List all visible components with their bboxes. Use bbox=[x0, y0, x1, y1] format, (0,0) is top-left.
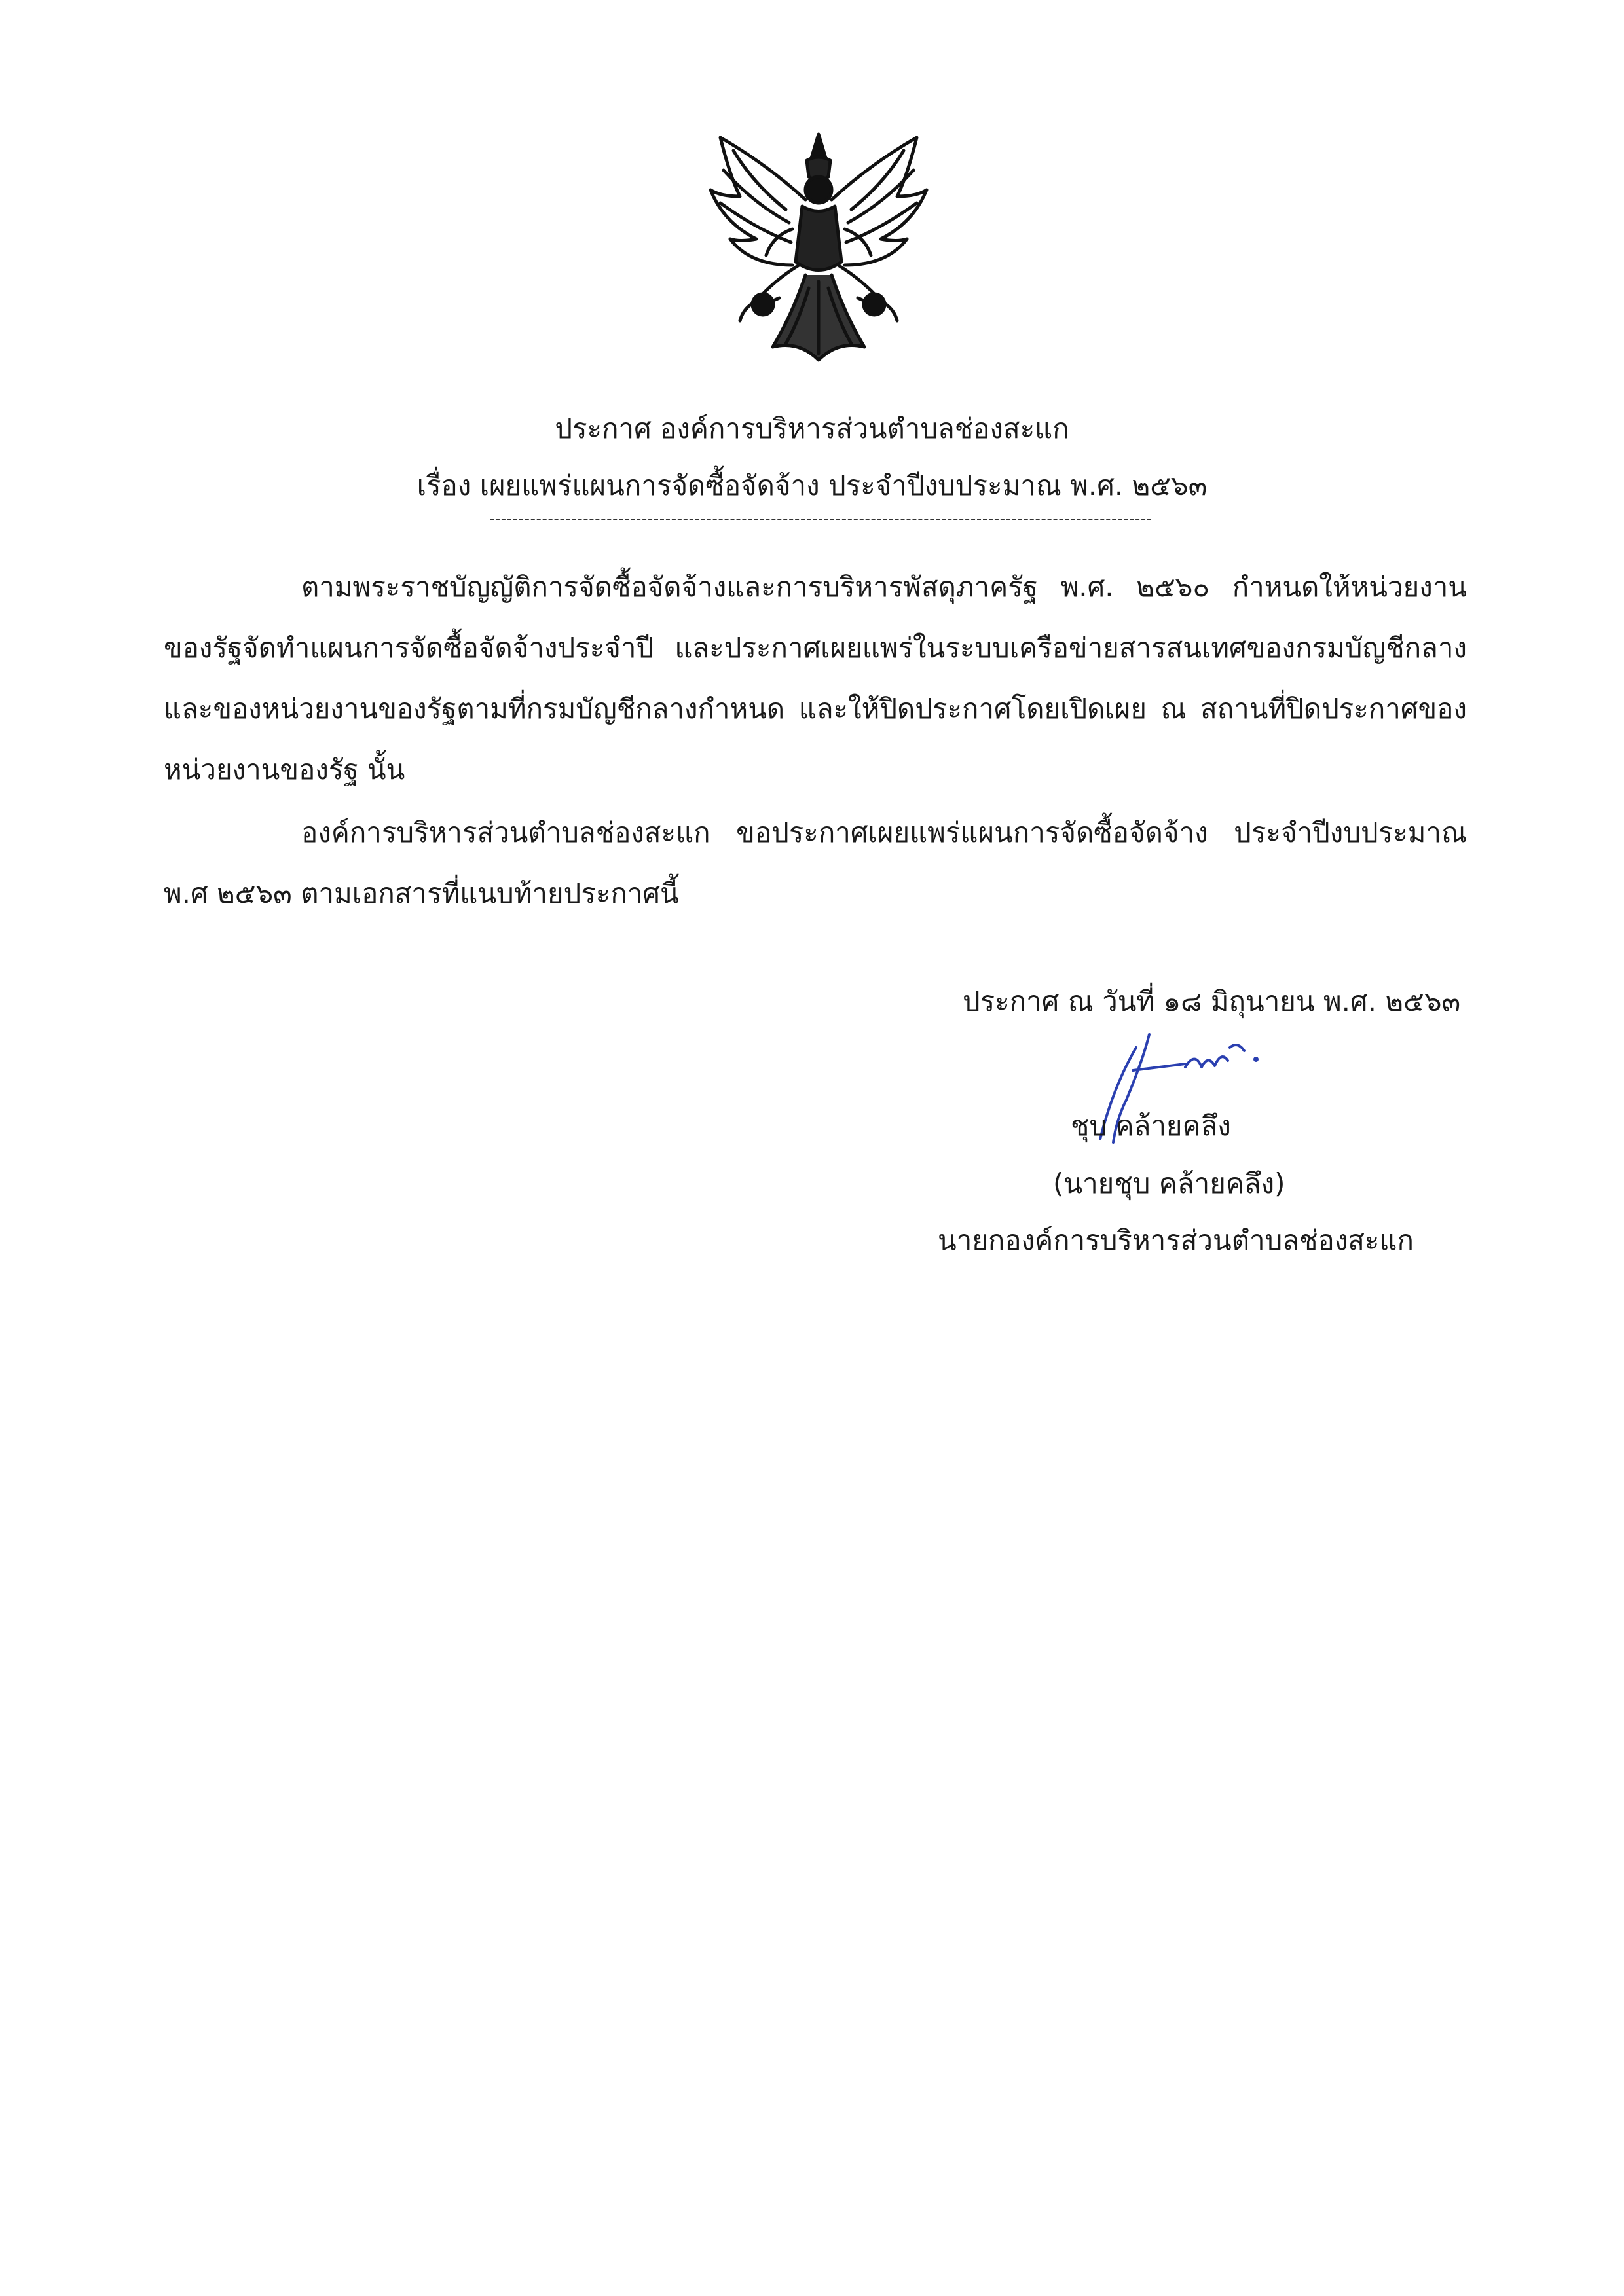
signer-position: นายกองค์การบริหารส่วนตำบลช่องสะแก bbox=[938, 1224, 1414, 1256]
body-paragraph-2: องค์การบริหารส่วนตำบลช่องสะแก ขอประกาศเผยแพร่แผนการจัดซื้อจัดจ้าง ประจำปีงบประมาณ พ.ศ ๒๕๖๓ ตามเอกสารที่แนบท้ายประกาศนี้ bbox=[164, 816, 1467, 909]
announcement-subject: เรื่อง เผยแพร่แผนการจัดซื้อจัดจ้าง ประจำปีงบประมาณ พ.ศ. ๒๕๖๓ bbox=[416, 469, 1208, 501]
body-paragraph-1: ตามพระราชบัญญัติการจัดซื้อจัดจ้างและการบริหารพัสดุภาครัฐ พ.ศ. ๒๕๖๐ กำหนดให้หน่วยงานของรัฐจัดทำแผนการจัดซื้อจัดจ้างประจำปี และประกาศเผยแพร่ในระบบเครือข่ายสารสนเทศของกรมบัญชีกลางและของหน่วยงานของรัฐตามที่กรมบัญชีกลางกำหนด และให้ปิดประกาศโดยเปิดเผย ณ สถานที่ปิดประกาศของหน่วยงานของรัฐ นั้น bbox=[164, 571, 1467, 786]
title-separator bbox=[490, 519, 1151, 520]
announcement-date: ประกาศ ณ วันที่ ๑๘ มิถุนายน พ.ศ. ๒๕๖๓ bbox=[963, 985, 1461, 1017]
garuda-emblem-icon bbox=[694, 124, 943, 373]
signer-name: ชุบ คล้ายคลึง bbox=[1071, 1110, 1231, 1142]
signer-full-name: (นายชุบ คล้ายคลึง) bbox=[1053, 1167, 1285, 1199]
announcement-title: ประกาศ องค์การบริหารส่วนตำบลช่องสะแก bbox=[555, 412, 1069, 445]
